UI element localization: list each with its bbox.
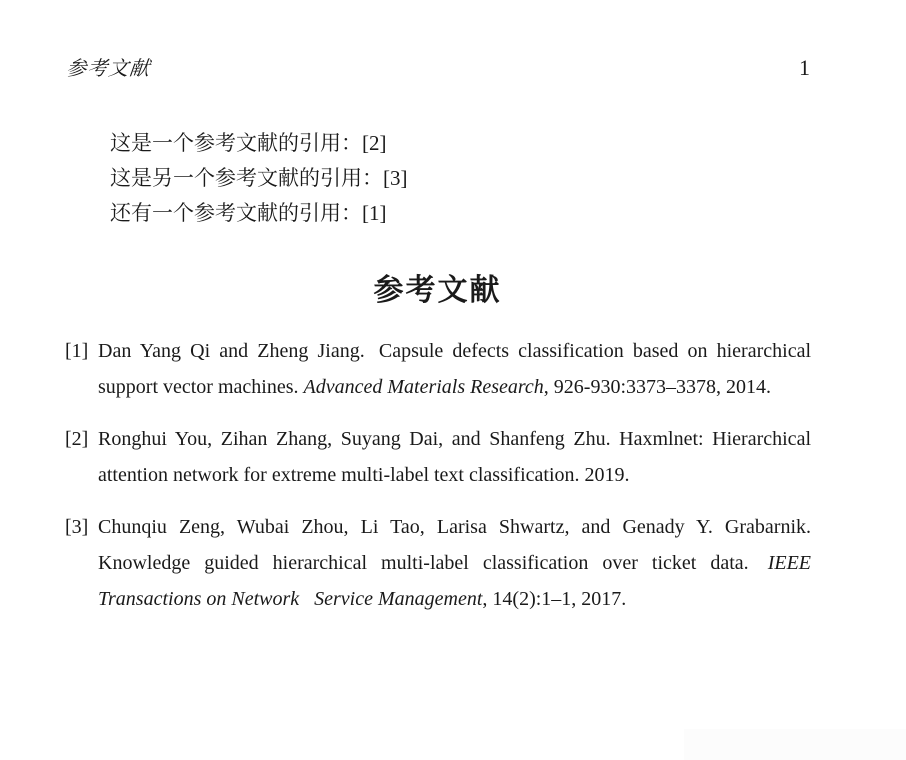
running-header-title: 参考文献: [65, 58, 152, 80]
citation-line: 还有一个参考文献的引用：[1]: [110, 201, 387, 225]
entry-text: [98, 422, 811, 493]
citations-block: [110, 126, 408, 231]
entry-text-segment: , 14(2):1–1, 2017.: [482, 587, 627, 610]
entry-text-segment: Chunqiu Zeng, Wubai Zhou, Li Tao, Larisa Shwartz, and Genady Y. Grabarnik. Knowledge guided hierarchical multi-label classification over ticket data.: [98, 516, 811, 574]
bibliography-heading: 参考文献: [373, 274, 502, 307]
page-number: 1: [799, 55, 810, 80]
running-header: [65, 52, 810, 81]
citation-line: 这是另一个参考文献的引用：[3]: [110, 166, 408, 190]
entry-text: [98, 334, 811, 405]
entry-text: [98, 510, 811, 617]
entry-label: [1]: [65, 340, 89, 362]
bibliography-list: [65, 334, 811, 634]
entry-label: [2]: [65, 428, 89, 451]
entry-journal-title: IEEE Transactions on Network Service Management: [98, 551, 811, 610]
citation-line: 这是一个参考文献的引用：[2]: [110, 131, 387, 155]
bibliography-entry: [65, 422, 811, 493]
bibliography-entry: [65, 510, 811, 617]
entry-text-segment: Ronghui You, Zihan Zhang, Suyang Dai, and Shanfeng Zhu. Haxmlnet: Hierarchical attention network for extreme multi-label text classification. 2019.: [98, 428, 811, 486]
entry-text-segment: , 926-930:3373–3378, 2014.: [543, 375, 772, 398]
entry-label: [3]: [65, 516, 89, 539]
entry-text-segment: Dan Yang Qi and Zheng Jiang. Capsule defects classification based on hierarchical support vector machines.: [98, 340, 811, 398]
bibliography-entry: [65, 334, 811, 405]
entry-journal-title: Advanced Materials Research: [303, 375, 544, 398]
bottom-right-artifact: [684, 729, 906, 760]
